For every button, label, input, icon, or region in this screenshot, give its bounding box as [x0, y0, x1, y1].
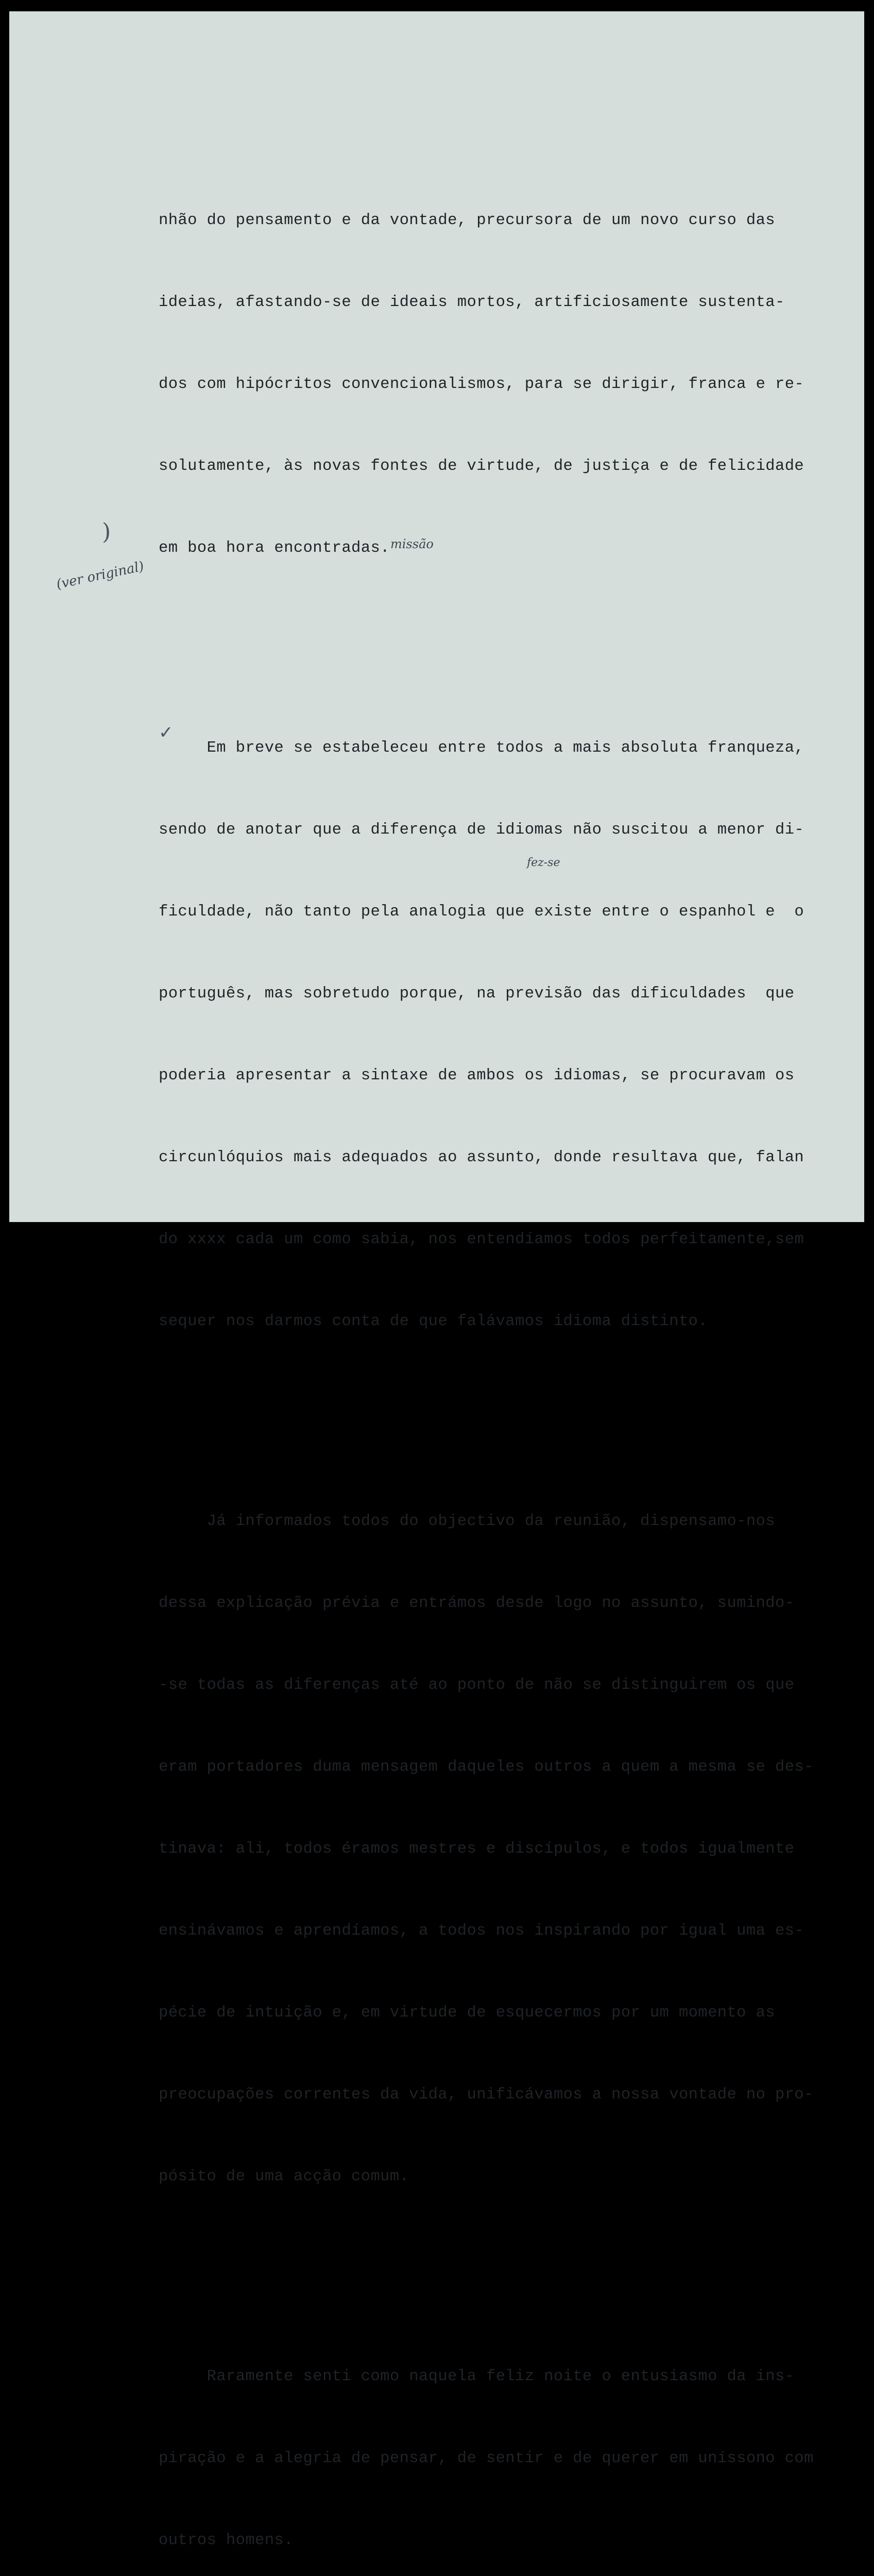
text-line: pósito de uma acção comum. — [159, 2168, 409, 2185]
text-line: outros homens. — [159, 2532, 294, 2549]
text-line: tinava: ali, todos éramos mestres e discípulos, e todos igualmente — [159, 1840, 795, 1858]
handwritten-correction-missao: missão — [390, 537, 434, 551]
text-line: sequer nos darmos conta de que falávamos idioma distinto. — [159, 1313, 708, 1330]
text-line: do xxxx cada um como sabia, nos entendíamos todos perfeitamente,sem — [159, 1231, 804, 1248]
text-line: Em breve se estabeleceu entre todos a mais absoluta franqueza, — [159, 739, 804, 757]
check-mark-icon: ✓ — [159, 722, 174, 743]
paragraph-4 — [159, 2309, 864, 2576]
text-line: preocupações correntes da vida, unificávamos a nossa vontade no pro- — [159, 2086, 814, 2104]
text-line: nhão do pensamento e da vontade, precursora de um novo curso das — [159, 212, 775, 229]
handwritten-correction-fez-se: fez-se — [527, 856, 560, 869]
text-line: ensinávamos e aprendíamos, a todos nos inspirando por igual uma es- — [159, 1922, 804, 1940]
text-line: solutamente, às novas fontes de virtude, de justiça e de felicidade — [159, 457, 804, 475]
text-line: pécie de intuição e, em virtude de esquecermos por um momento as — [159, 2004, 775, 2022]
text-line: ficuldade, não tanto pela analogia que existe entre o espanhol e o — [159, 903, 804, 921]
paragraph-1 — [159, 152, 864, 617]
text-line: Já informados todos do objectivo da reunião, dispensamo-nos — [159, 1513, 775, 1530]
text-line: ideias, afastando-se de ideais mortos, artificiosamente sustenta- — [159, 294, 785, 311]
text-line: português, mas sobretudo porque, na previsão das dificuldades que — [159, 985, 795, 1003]
margin-note: (ver original) — [55, 558, 146, 592]
text-line: eram portadores duma mensagem daqueles outros a quem a mesma se des- — [159, 1758, 814, 1776]
text-line: sendo de anotar que a diferença de idiomas não suscitou a menor di- — [159, 821, 804, 839]
paragraph-2 — [159, 680, 864, 1390]
margin-bracket-icon: ) — [102, 519, 111, 545]
document-page — [9, 11, 864, 2549]
text-line: circunlóquios mais adequados ao assunto, donde resultava que, falan — [159, 1149, 804, 1166]
text-line: -se todas as diferenças até ao ponto de não se distinguirem os que — [159, 1676, 795, 1694]
text-line: em boa hora encontradas. — [159, 539, 390, 557]
text-line: poderia apresentar a sintaxe de ambos os idiomas, se procuravam os — [159, 1067, 795, 1084]
text-line: piração e a alegria de pensar, de sentir e de querer em uníssono com — [159, 2450, 814, 2467]
paragraph-3 — [159, 1453, 864, 2245]
text-line: Raramente senti como naquela feliz noite o entusiasmo da ins- — [159, 2368, 795, 2385]
text-line: dessa explicação prévia e entrámos desde logo no assunto, sumindo- — [159, 1595, 795, 1612]
text-line: dos com hipócritos convencionalismos, para se dirigir, franca e re- — [159, 376, 804, 393]
typed-text-body — [159, 98, 864, 2576]
